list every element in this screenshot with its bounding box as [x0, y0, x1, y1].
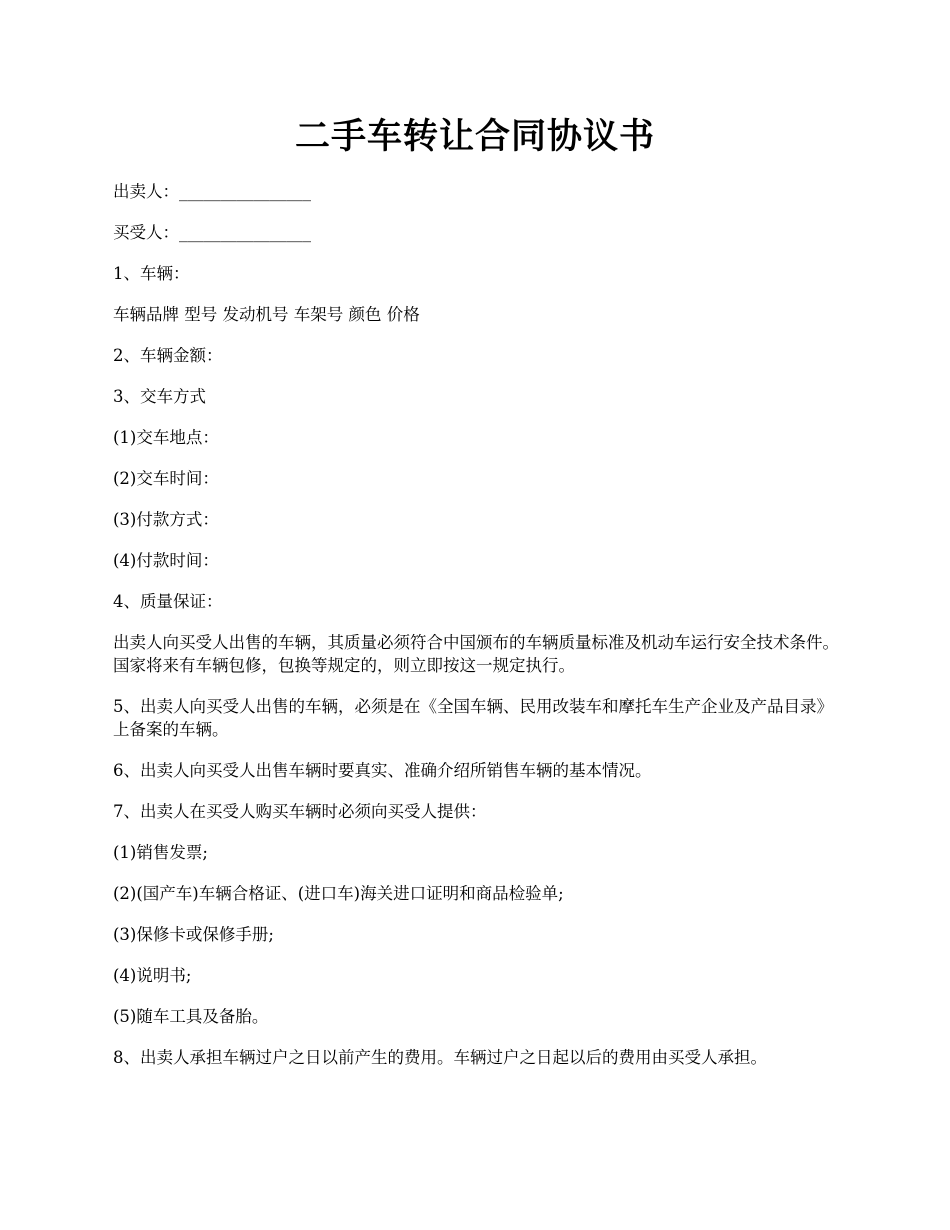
section-2-heading: 2、车辆金额：	[113, 346, 223, 365]
section-6-paragraph: 6、出卖人向买受人出售车辆时要真实、准确介绍所销售车辆的基本情况。	[113, 761, 652, 780]
section-3-heading: 3、交车方式	[113, 387, 206, 406]
quality-paragraph: 出卖人向买受人出售的车辆，其质量必须符合中国颁布的车辆质量标准及机动车运行安全技术条件。 国家将来有车辆包修，包换等规定的，则立即按这一规定执行。	[113, 633, 839, 675]
item-warranty: (3)保修卡或保修手册;	[113, 925, 274, 944]
payment-time-line: (4)付款时间：	[113, 551, 219, 570]
document-title: 二手车转让合同协议书	[294, 116, 655, 157]
vehicle-fields-line: 车辆品牌 型号 发动机号 车架号 颜色 价格	[113, 305, 420, 324]
item-certificate: (2)(国产车)车辆合格证、(进口车)海关进口证明和商品检验单;	[113, 884, 564, 903]
payment-method-line: (3)付款方式：	[113, 510, 219, 529]
section-4-heading: 4、质量保证：	[113, 592, 223, 611]
section-8-paragraph: 8、出卖人承担车辆过户之日以前产生的费用。车辆过户之日起以后的费用由买受人承担。	[113, 1048, 767, 1067]
section-7-heading: 7、出卖人在买受人购买车辆时必须向买受人提供：	[113, 802, 487, 821]
seller-line: 出卖人：________________	[113, 182, 311, 201]
item-manual: (4)说明书;	[113, 966, 192, 985]
section-1-heading: 1、车辆：	[113, 264, 190, 283]
delivery-time-line: (2)交车时间：	[113, 469, 219, 488]
buyer-line: 买受人：________________	[113, 223, 311, 242]
section-5-paragraph: 5、出卖人向买受人出售的车辆，必须是在《全国车辆、民用改装车和摩托车生产企业及产品目录》上备案的车辆。	[113, 697, 833, 739]
delivery-place-line: (1)交车地点：	[113, 428, 219, 447]
document-body	[113, 180, 843, 1087]
item-invoice: (1)销售发票;	[113, 843, 208, 862]
item-tools: (5)随车工具及备胎。	[113, 1007, 269, 1026]
